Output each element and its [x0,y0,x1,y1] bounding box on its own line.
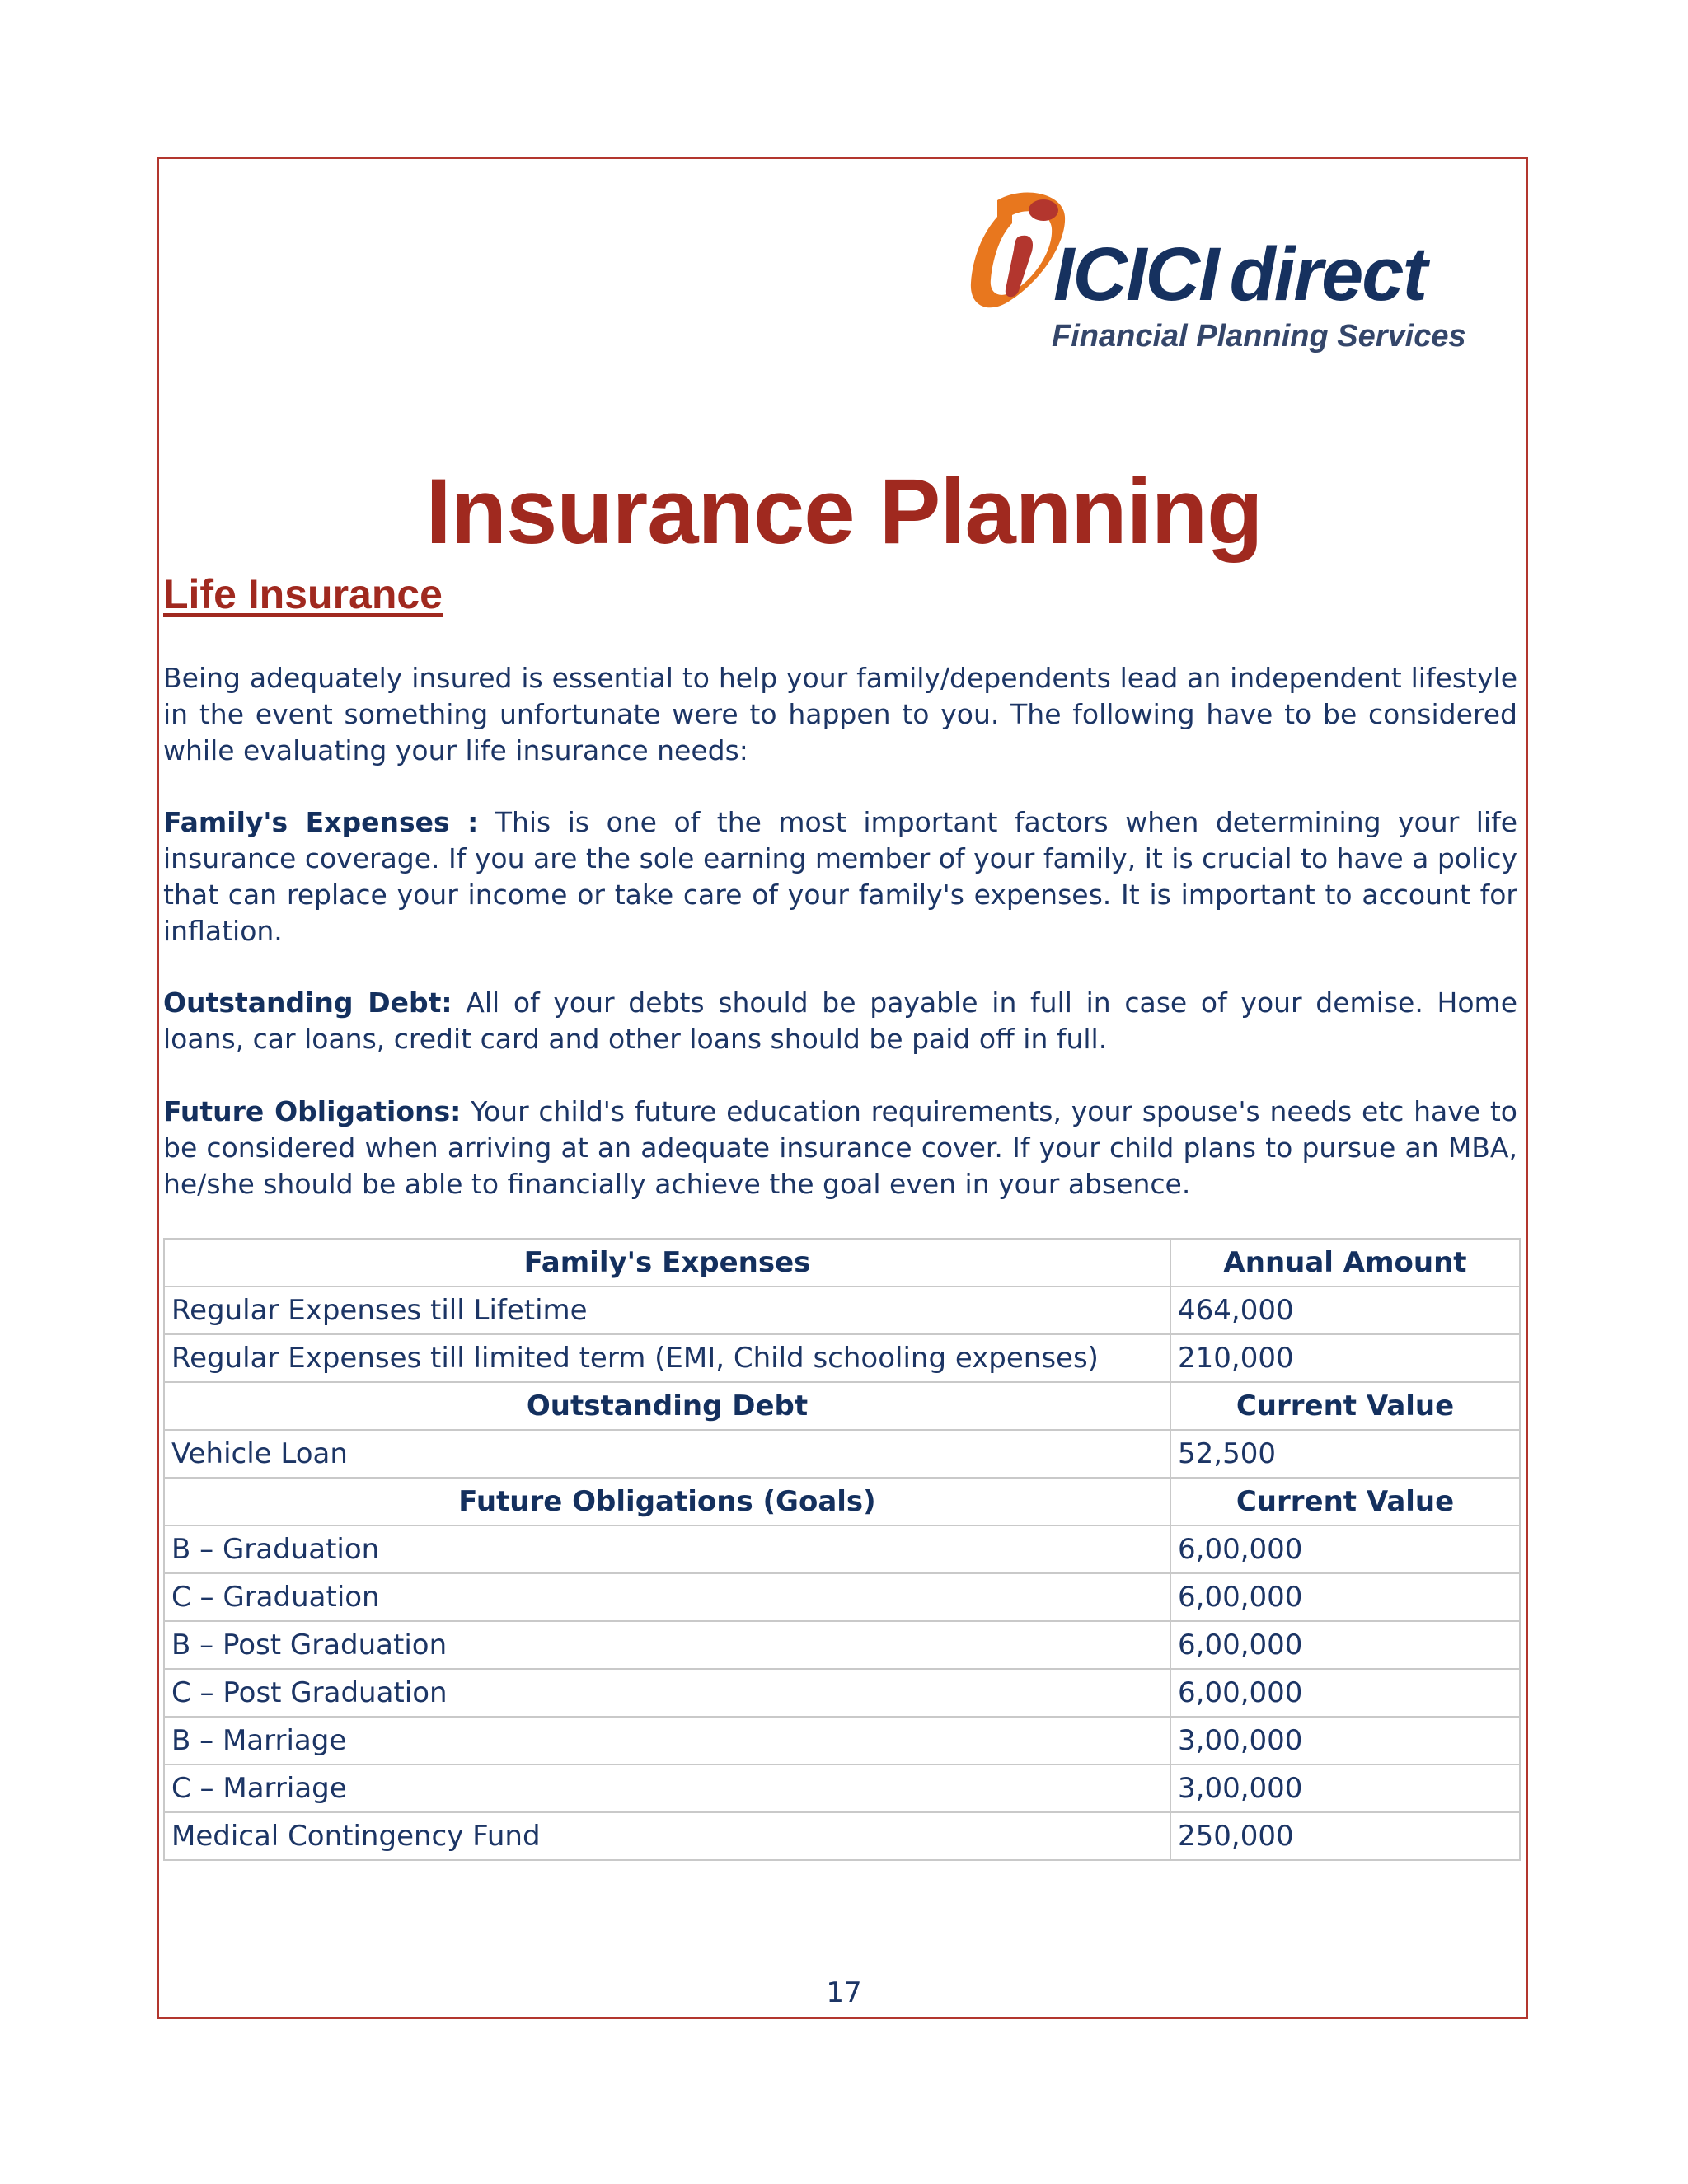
table-cell-label: Vehicle Loan [164,1430,1170,1478]
table-row [164,1573,1520,1621]
intro-paragraph: Being adequately insured is essential to help your family/dependents lead an independent lifestyle in the event something unfortunate were to happen to you. The following have to be considered while evaluating your life insurance needs: [163,662,1517,766]
expenses-label: Family's Expenses : [163,806,479,838]
logo-wordmark [1053,232,1427,316]
table-cell-label: C – Graduation [164,1573,1170,1621]
table-header-cell: Future Obligations (Goals) [164,1478,1170,1526]
table-cell-value: 6,00,000 [1170,1669,1520,1717]
table-header-cell: Current Value [1170,1382,1520,1430]
table-row [164,1812,1520,1860]
table-header-cell: Family's Expenses [164,1239,1170,1286]
table-section-header [164,1382,1520,1430]
table-section-header [164,1478,1520,1526]
page-title: Insurance Planning [425,460,1263,563]
table-row [164,1765,1520,1812]
logo-wordmark-secondary: direct [1229,232,1427,316]
icici-direct-logo [964,185,1508,359]
table-cell-label: Regular Expenses till Lifetime [164,1286,1170,1334]
table-cell-label: Medical Contingency Fund [164,1812,1170,1860]
table-cell-label: B – Graduation [164,1526,1170,1573]
table-cell-value: 6,00,000 [1170,1573,1520,1621]
table-row [164,1334,1520,1382]
table-cell-label: B – Marriage [164,1717,1170,1765]
table-row [164,1526,1520,1573]
future-label: Future Obligations: [163,1095,462,1127]
table-cell-value: 3,00,000 [1170,1717,1520,1765]
table-cell-value: 52,500 [1170,1430,1520,1478]
table-cell-value: 3,00,000 [1170,1765,1520,1812]
debt-text: All of your debts should be payable in full in case of your demise. Home loans, car loans, credit card and other loans should be paid off in full. [163,987,1517,1055]
table-cell-value: 6,00,000 [1170,1621,1520,1669]
table-header-cell: Annual Amount [1170,1239,1520,1286]
insurance-needs-table [163,1238,1521,1861]
table-header-cell: Outstanding Debt [164,1382,1170,1430]
table-cell-label: Regular Expenses till limited term (EMI, Child schooling expenses) [164,1334,1170,1382]
section-heading: Life Insurance [163,571,443,617]
page-number: 17 [826,1976,862,2009]
table-cell-label: C – Marriage [164,1765,1170,1812]
logo-tagline: Financial Planning Services [1052,319,1466,354]
table-row [164,1621,1520,1669]
future-obligations-paragraph [163,1094,1517,1202]
expenses-text: This is one of the most important factors when determining your life insurance coverage. If you are the sole earning member of your family, it is crucial to have a policy that can replace your income or take care of your family's expenses. It is important to account for inflation. [163,806,1518,947]
table-cell-value: 6,00,000 [1170,1526,1520,1573]
table-cell-value: 250,000 [1170,1812,1520,1860]
future-text: Your child's future education requirements, your spouse's needs etc have to be considered when arriving at an adequate insurance cover. If your child plans to pursue an MBA, he/she should be able to financially achieve the goal even in your absence. [163,1095,1518,1200]
table-cell-label: C – Post Graduation [164,1669,1170,1717]
table-row [164,1430,1520,1478]
debt-paragraph [163,985,1517,1057]
logo-wordmark-primary: ICICI [1053,232,1218,316]
table-cell-value: 210,000 [1170,1334,1520,1382]
debt-label: Outstanding Debt: [163,987,452,1019]
table-header-cell: Current Value [1170,1478,1520,1526]
table-section-header [164,1239,1520,1286]
table-row [164,1286,1520,1334]
table-row [164,1669,1520,1717]
table-row [164,1717,1520,1765]
expenses-paragraph [163,804,1517,949]
table-cell-value: 464,000 [1170,1286,1520,1334]
table-cell-label: B – Post Graduation [164,1621,1170,1669]
